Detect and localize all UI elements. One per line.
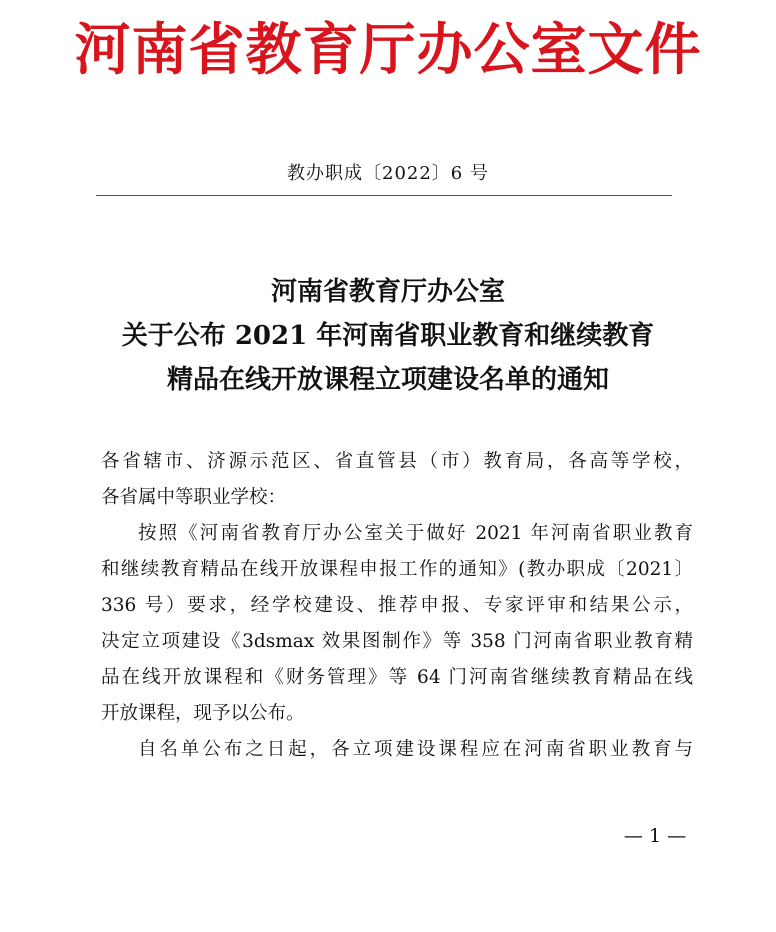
recipients-line-2: 各省属中等职业学校： xyxy=(101,487,287,508)
paragraph-1-line-3: 336 号）要求，经学校建设、推荐申报、专家评审和结果公示， xyxy=(101,595,693,616)
paragraph-1 xyxy=(101,516,693,732)
page-number: — 1 — xyxy=(623,825,687,847)
paragraph-1-line-4: 决定立项建设《3dsmax 效果图制作》等 358 门河南省职业教育精 xyxy=(101,631,693,652)
recipients-line-1: 各省辖市、济源示范区、省直管县（市）教育局，各高等学校， xyxy=(101,451,693,472)
paragraph-1-line-6: 开放课程，现予以公布。 xyxy=(101,703,305,724)
red-divider-line xyxy=(96,195,672,196)
paragraph-2-line-1: 自名单公布之日起，各立项建设课程应在河南省职业教育与 xyxy=(138,739,693,760)
title-line-1: 河南省教育厅办公室 xyxy=(270,277,505,307)
paragraph-1-line-5: 品在线开放课程和《财务管理》等 64 门河南省继续教育精品在线 xyxy=(101,667,693,688)
document-title xyxy=(0,270,776,402)
paragraph-1-line-1: 按照《河南省教育厅办公室关于做好 2021 年河南省职业教育 xyxy=(138,523,693,544)
document-number: 教办职成〔2022〕6 号 xyxy=(287,163,489,184)
paragraph-1-line-2: 和继续教育精品在线开放课程申报工作的通知》(教办职成〔2021〕 xyxy=(101,559,693,580)
document-body xyxy=(101,444,693,768)
paragraph-2 xyxy=(101,732,693,768)
recipients-paragraph xyxy=(101,444,693,516)
title-line-3: 精品在线开放课程立项建设名单的通知 xyxy=(166,365,609,395)
document-masthead: 河南省教育厅办公室文件 xyxy=(74,17,702,83)
title-line-2: 关于公布 2021 年河南省职业教育和继续教育 xyxy=(121,321,655,351)
